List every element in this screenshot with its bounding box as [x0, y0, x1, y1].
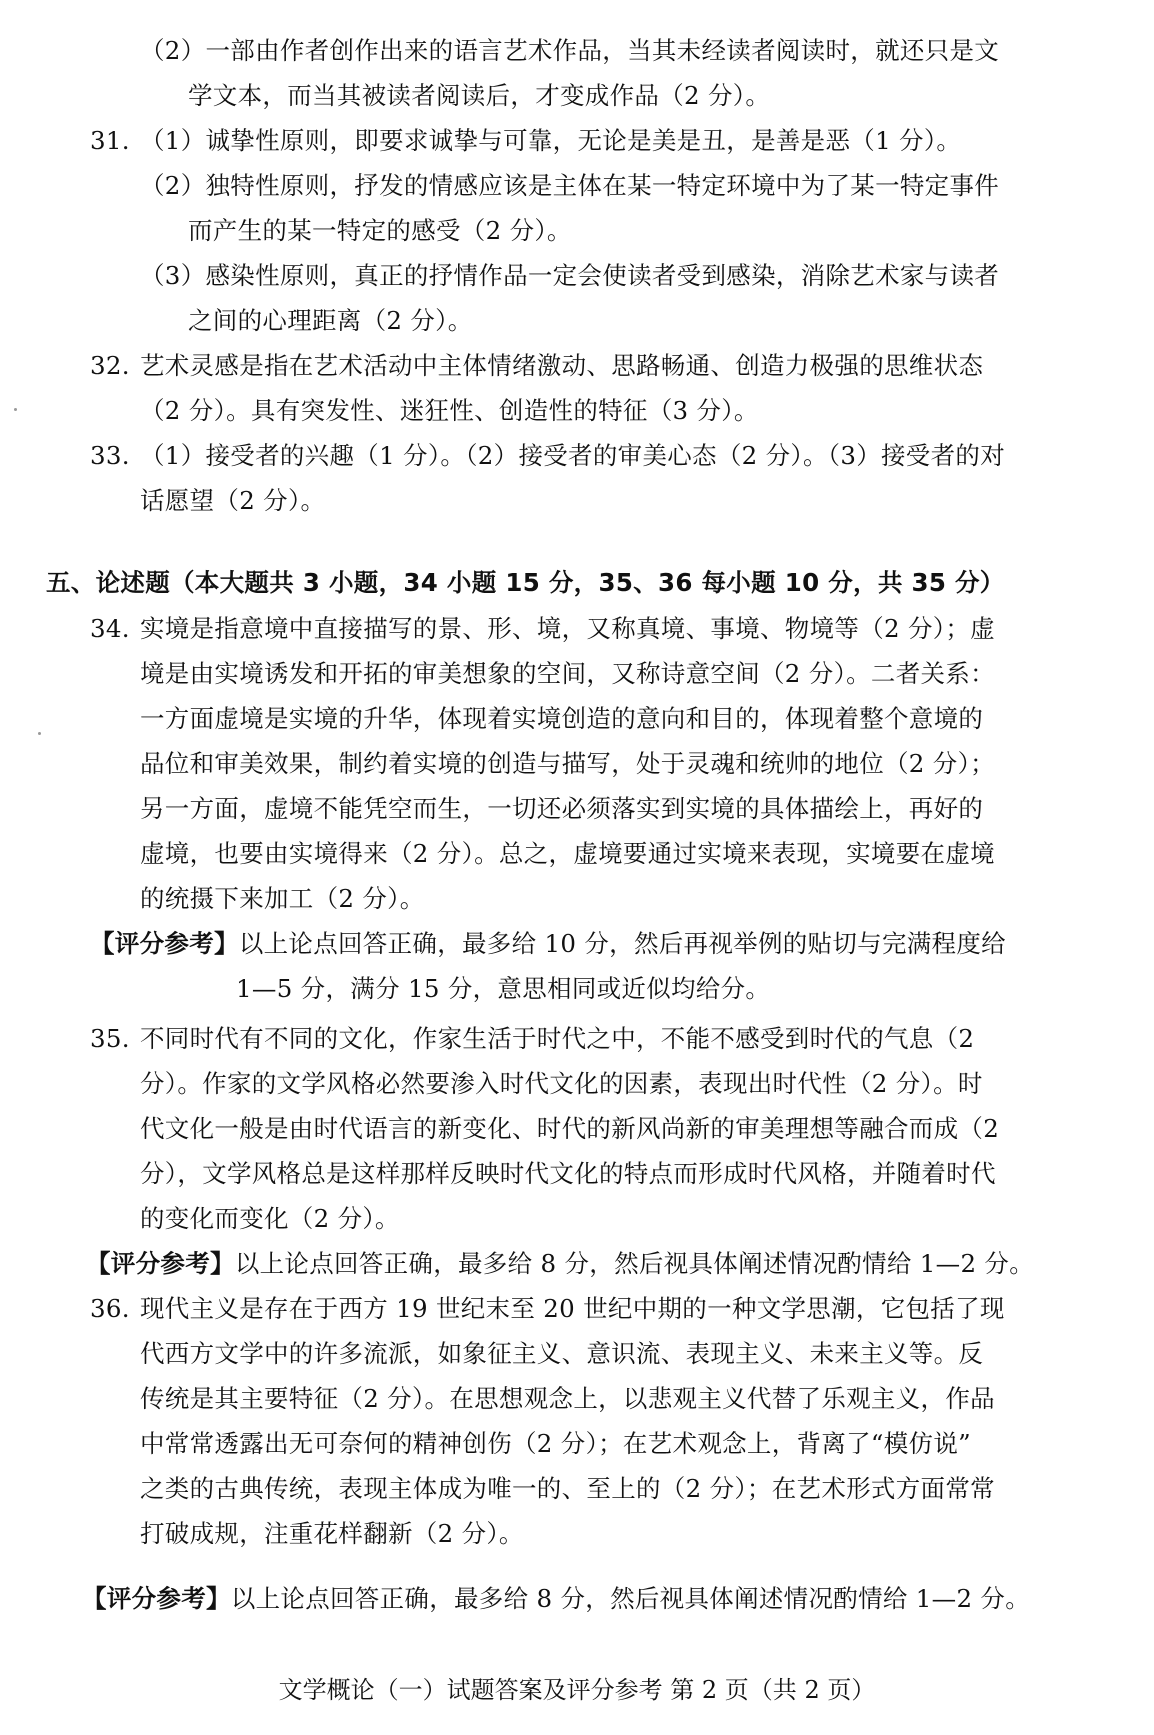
q36-number: 36.	[90, 1294, 130, 1323]
q36-scoring-reference: 【评分参考】以上论点回答正确，最多给 8 分，然后视具体阐述情况酌情给 1—2 分。	[82, 1584, 1031, 1613]
q34-number: 34.	[90, 614, 130, 643]
q35-text: 不同时代有不同的文化，作家生活于时代之中，不能不感受到时代的气息（2 分）。作家的文学风格必然要渗入时代文化的因素，表现出时代性（2 分）。时 代文化一般是由时代语言的新变化、时代的新风尚新的审美理想等融合而成（2 分），文学风格总是这样那样反映时代文化的特点而形成时代风格，并随着时代 的变化而变化（2 分）。	[140, 1024, 1000, 1233]
q34-scoring-reference: 【评分参考】以上论点回答正确，最多给 10 分，然后再视举例的贴切与完满程度给	[90, 929, 1006, 958]
q31-part3-cont: 之间的心理距离（2 分）。	[188, 306, 473, 335]
q31-part1: （1）诚挚性原则，即要求诚挚与可靠，无论是美是丑，是善是恶（1 分）。	[140, 126, 962, 155]
q30-part2	[140, 28, 999, 73]
q30-part2-line1: （2）一部由作者创作出来的语言艺术作品，当其未经读者阅读时，就还只是文	[140, 36, 1000, 65]
q33-number: 33.	[90, 441, 130, 470]
q35-scoring-reference: 【评分参考】以上论点回答正确，最多给 8 分，然后视具体阐述情况酌情给 1—2 分。	[86, 1249, 1035, 1278]
q31-part2-cont: 而产生的某一特定的感受（2 分）。	[188, 216, 572, 245]
q30-part2-line2: 学文本，而当其被读者阅读后，才变成作品（2 分）。	[188, 81, 771, 110]
q31-number: 31.	[90, 126, 130, 155]
section-5-heading: 五、论述题（本大题共 3 小题，34 小题 15 分，35、36 每小题 10 分，共 35 分）	[46, 568, 1005, 597]
q36-text: 现代主义是存在于西方 19 世纪末至 20 世纪中期的一种文学思潮，它包括了现 代西方文学中的许多流派，如象征主义、意识流、表现主义、未来主义等。反 传统是其主要特征（2 分）。在思想观念上，以悲观主义代替了乐观主义，作品 中常常透露出无可奈何的精神创伤（2 分）；在艺术观念上，背离了“模仿说” 之类的古典传统，表现主体成为唯一的、至上的（2 分）；在艺术形式方面常常 打破成规，注重花样翻新（2 分）。	[140, 1294, 1005, 1548]
q35-number: 35.	[90, 1024, 130, 1053]
scoring-reference-label: 【评分参考】	[86, 1249, 235, 1278]
q32-text: 艺术灵感是指在艺术活动中主体情绪激动、思路畅通、创造力极强的思维状态 （2 分）。具有突发性、迷狂性、创造性的特征（3 分）。	[140, 351, 984, 425]
scoring-reference-label: 【评分参考】	[82, 1584, 231, 1613]
page-footer: 文学概论（一）试题答案及评分参考 第 2 页（共 2 页）	[278, 1676, 876, 1704]
q33-text: （1）接受者的兴趣（1 分）。（2）接受者的审美心态（2 分）。（3）接受者的对 话愿望（2 分）。	[140, 441, 1006, 515]
q32-number: 32.	[90, 351, 130, 380]
q31-part3: （3）感染性原则，真正的抒情作品一定会使读者受到感染，消除艺术家与读者	[140, 261, 1000, 290]
q30-part2-cont	[188, 73, 770, 118]
q31-part2: （2）独特性原则，抒发的情感应该是主体在某一特定环境中为了某一特定事件	[140, 171, 1000, 200]
scan-speck	[14, 408, 17, 411]
scoring-reference-label: 【评分参考】	[90, 929, 239, 958]
q34-text: 实境是指意境中直接描写的景、形、境，又称真境、事境、物境等（2 分）；虚 境是由实境诱发和开拓的审美想象的空间，又称诗意空间（2 分）。二者关系： 一方面虚境是实境的升华，体现着实境创造的意向和目的，体现着整个意境的 品位和审美效果，制约着实境的创造与描写，处于灵魂和统帅的地位（2 分）； 另一方面，虚境不能凭空而生，一切还必须落实到实境的具体描绘上，再好的 虚境，也要由实境得来（2 分）。总之，虚境要通过实境来表现，实境要在虚境 的统摄下来加工（2 分）。	[140, 614, 995, 913]
q34-scoring-reference-cont: 1—5 分，满分 15 分，意思相同或近似均给分。	[236, 974, 771, 1003]
scan-speck	[38, 732, 41, 735]
